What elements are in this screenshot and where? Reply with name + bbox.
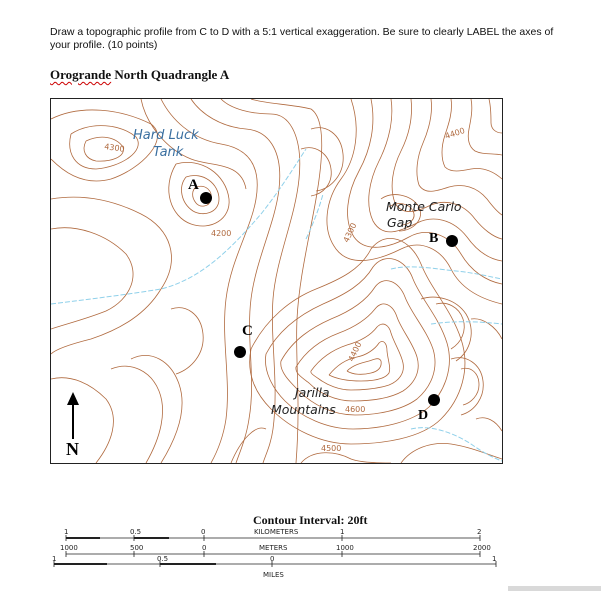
elev-4600: 4600 (345, 405, 366, 414)
mi-tick-1: 1 (492, 555, 497, 563)
mi-tick-0: 0 (270, 555, 275, 563)
m-tick-500: 500 (130, 544, 144, 552)
m-tick-0: 0 (202, 544, 207, 552)
elev-4500: 4500 (321, 444, 342, 453)
contour-interval-label: Contour Interval: 20ft (253, 513, 368, 527)
elev-4400-mid: 4400 (346, 340, 364, 363)
north-label: N (66, 439, 79, 459)
m-tick-1000-left: 1000 (60, 544, 78, 552)
point-b-marker (446, 235, 458, 247)
point-a-label: A (188, 177, 199, 193)
km-tick-0.5: 0.5 (130, 528, 142, 536)
km-tick-0: 0 (201, 528, 206, 536)
map-title (50, 67, 229, 83)
km-unit-label: KILOMETERS (254, 528, 299, 536)
mi-tick-0.5: 0.5 (157, 555, 169, 563)
elev-4300-left: 4300 (103, 142, 126, 154)
north-arrow-icon (66, 392, 79, 459)
scale-bars-drawing (50, 520, 570, 590)
point-a-marker (200, 192, 212, 204)
monte-carlo-label-line1: Monte Carlo (386, 199, 462, 214)
topographic-map (50, 98, 503, 464)
km-tick-1: 1 (340, 528, 345, 536)
hard-luck-label-line2: Tank (153, 145, 184, 160)
monte-carlo-label-line2: Gap (387, 215, 413, 230)
point-c-marker (234, 346, 246, 358)
jarilla-label-line1: Jarilla (295, 385, 330, 400)
scale-bars (50, 520, 570, 590)
km-tick-2: 2 (477, 528, 482, 536)
point-b-label: B (429, 231, 439, 246)
mi-tick-1-left: 1 (52, 555, 57, 563)
elev-4400: 4400 (443, 126, 466, 141)
m-unit-label: METERS (259, 544, 288, 552)
km-tick-1-left: 1 (64, 528, 69, 536)
elev-4300-mid: 4300 (341, 221, 359, 244)
water-place-labels (133, 128, 199, 160)
jarilla-label-line2: Mountains (271, 402, 336, 417)
topographic-map-drawing (51, 99, 502, 463)
elev-4200: 4200 (211, 229, 232, 238)
point-d-marker (428, 394, 440, 406)
hard-luck-label-line1: Hard Luck (133, 128, 199, 143)
map-title-name: Orogrande (50, 67, 112, 82)
point-c-label: C (242, 323, 253, 339)
m-tick-2000: 2000 (473, 544, 491, 552)
point-d-label: D (418, 408, 429, 423)
mi-unit-label: MILES (263, 571, 284, 579)
map-title-rest: North Quadrangle A (114, 67, 230, 82)
m-tick-1000: 1000 (336, 544, 354, 552)
assignment-instructions: Draw a topographic profile from C to D with a 5:1 vertical exaggeration. Be sure to clearly LABEL the axes of your profile. (10 points) (50, 26, 554, 51)
bottom-edge-strip (508, 586, 601, 591)
